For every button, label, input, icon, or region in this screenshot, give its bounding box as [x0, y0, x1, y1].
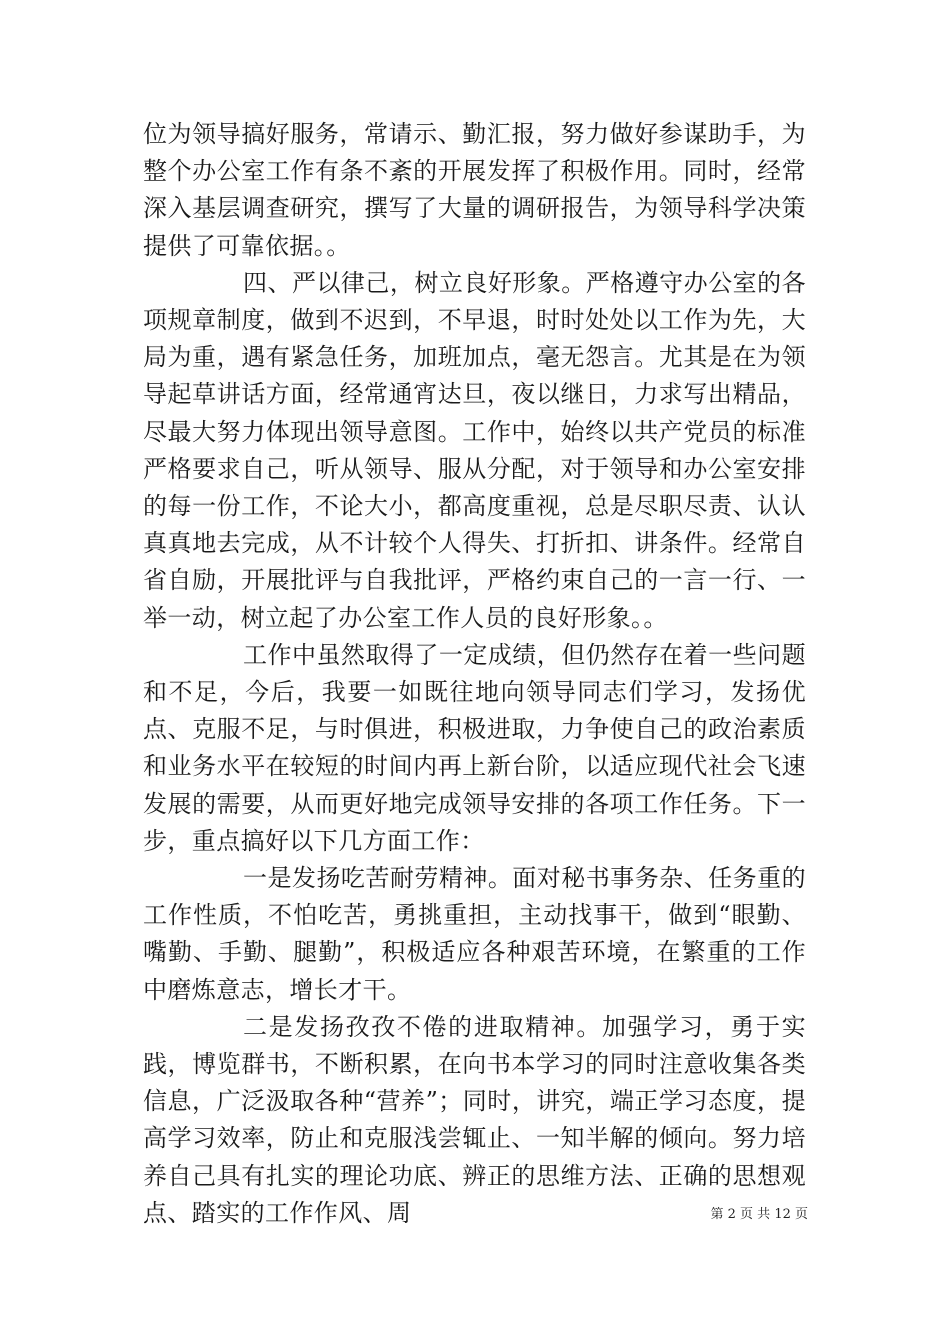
paragraph-shortcomings: 工作中虽然取得了一定成绩，但仍然存在着一些问题和不足，今后，我要一如既往地向领导同志们学习，发扬优点、克服不足，与时俱进，积极进取，力争使自己的政治素质和业务水平在较短的时间内再上新台阶，以适应现代社会飞速发展的需要，从而更好地完成领导安排的各项工作任务。下一步，重点搞好以下几方面工作： — [143, 640, 806, 855]
paragraph-self-discipline: 四、严以律己，树立良好形象。严格遵守办公室的各项规章制度，做到不迟到，不早退，时时处处以工作为先，大局为重，遇有紧急任务，加班加点，毫无怨言。尤其是在为领导起草讲话方面，经常通宵达旦，夜以继日，力求写出精品，尽最大努力体现出领导意图。工作中，始终以共产党员的标准严格要求自己，听从领导、服从分配，对于领导和办公室安排的每一份工作，不论大小，都高度重视，总是尽职尽责、认认真真地去完成，从不计较个人得失、打折扣、讲条件。经常自省自励，开展批评与自我批评，严格约束自己的一言一行、一举一动，树立起了办公室工作人员的良好形象。。 — [143, 268, 806, 632]
paragraph-continuation: 位为领导搞好服务，常请示、勤汇报，努力做好参谋助手，为整个办公室工作有条不紊的开展发挥了积极作用。同时，经常深入基层调查研究，撰写了大量的调研报告，为领导科学决策提供了可靠依据。。 — [143, 120, 806, 260]
page-number: 第 2 页 共 12 页 — [710, 1207, 808, 1222]
document-body — [143, 116, 806, 1232]
paragraph-learning-spirit: 二是发扬孜孜不倦的进取精神。加强学习，勇于实践，博览群书，不断积累，在向书本学习的同时注意收集各类信息，广泛汲取各种“营养”；同时，讲究，端正学习态度，提高学习效率，防止和克服浅尝辄止、一知半解的倾向。努力培养自己具有扎实的理论功底、辨正的思维方法、正确的思想观点、踏实的工作作风、周 — [143, 1012, 806, 1227]
paragraph-hardworking-spirit: 一是发扬吃苦耐劳精神。面对秘书事务杂、任务重的工作性质，不怕吃苦，勇挑重担，主动找事干，做到“眼勤、嘴勤、手勤、腿勤”，积极适应各种艰苦环境，在繁重的工作中磨炼意志，增长才干。 — [143, 864, 806, 1004]
